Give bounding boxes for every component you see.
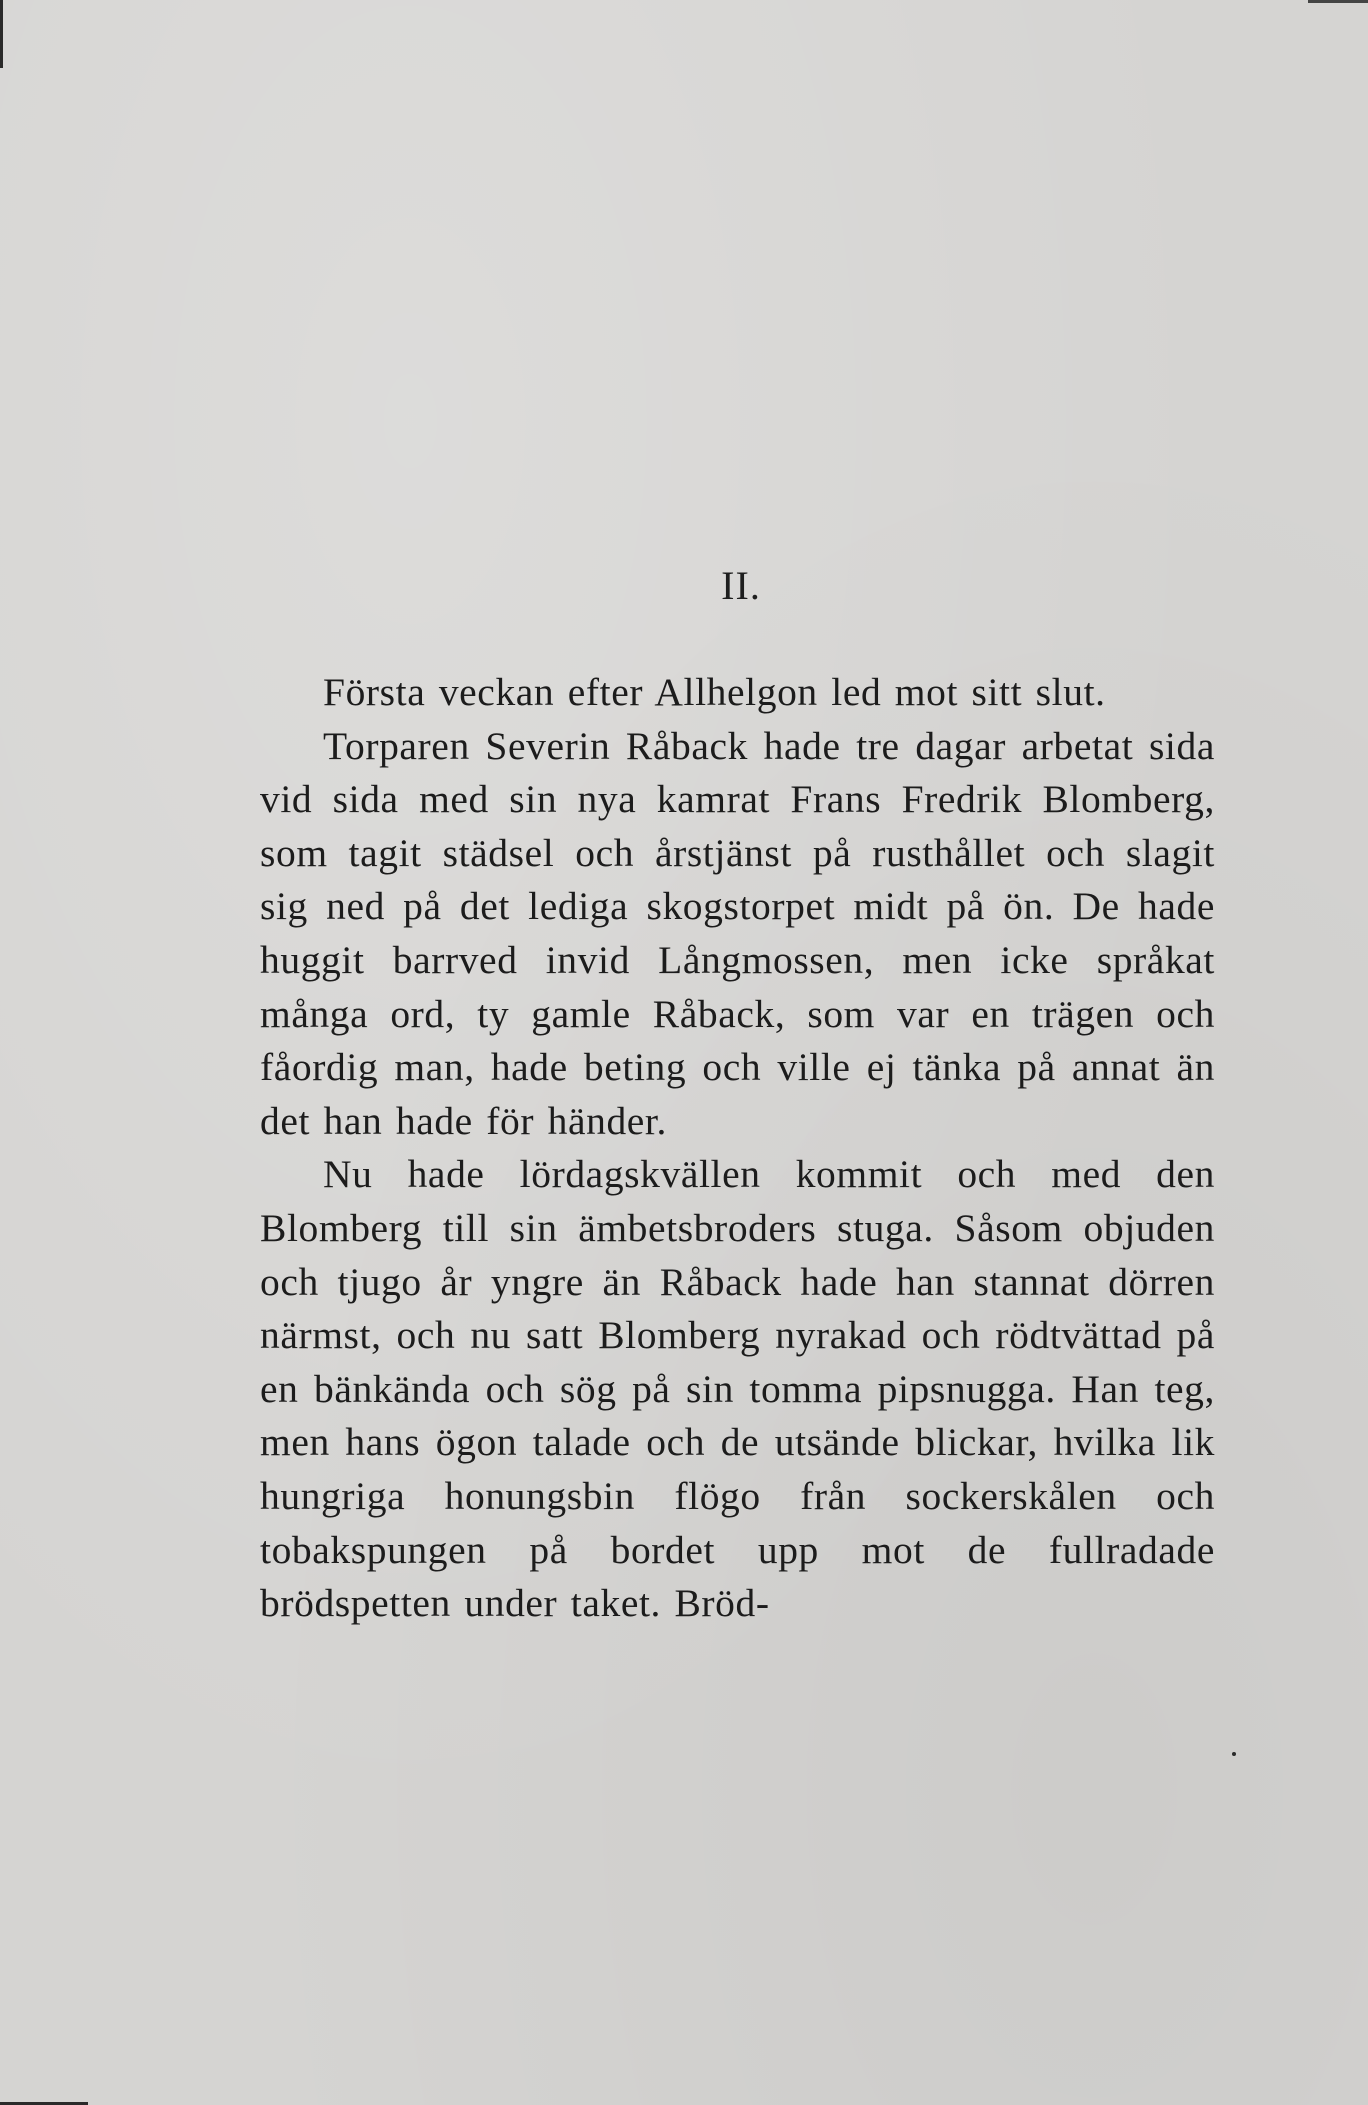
paragraph: Första veckan efter Allhelgon led mot sitt slut. xyxy=(323,670,1106,714)
paragraph: Nu hade lördagskvällen kommit och med den Blomberg till sin ämbetsbroders stuga. Såsom objuden och tjugo år yngre än Råback hade han stannat dörren närmst, och nu satt Blomberg nyrakad och rödtvättad på en bänkända och sög på sin tomma pipsnugga. Han teg, men hans ögon talade och de utsände blickar, hvilka lik hungriga honungsbin flögo från sockerskålen och tobakspungen på bordet upp mot de fullradade brödspetten under taket. Bröd- xyxy=(260,1152,1215,1626)
body-text xyxy=(260,666,1215,1631)
paragraph: Torparen Severin Råback hade tre dagar arbetat sida vid sida med sin nya kamrat Frans Fredrik Blomberg, som tagit städsel och årstjänst på rusthållet och slagit sig ned på det lediga skogstorpet midt på ön. De hade huggit barrved invid Långmossen, men icke språkat många ord, ty gamle Råback, som var en trägen och fåordig man, hade beting och ville ej tänka på annat än det han hade för händer. xyxy=(260,723,1215,1143)
scan-edge-mark xyxy=(0,0,3,68)
chapter-heading: II. xyxy=(721,563,761,608)
print-speck xyxy=(1232,1752,1236,1756)
scan-edge-mark xyxy=(1308,0,1368,3)
